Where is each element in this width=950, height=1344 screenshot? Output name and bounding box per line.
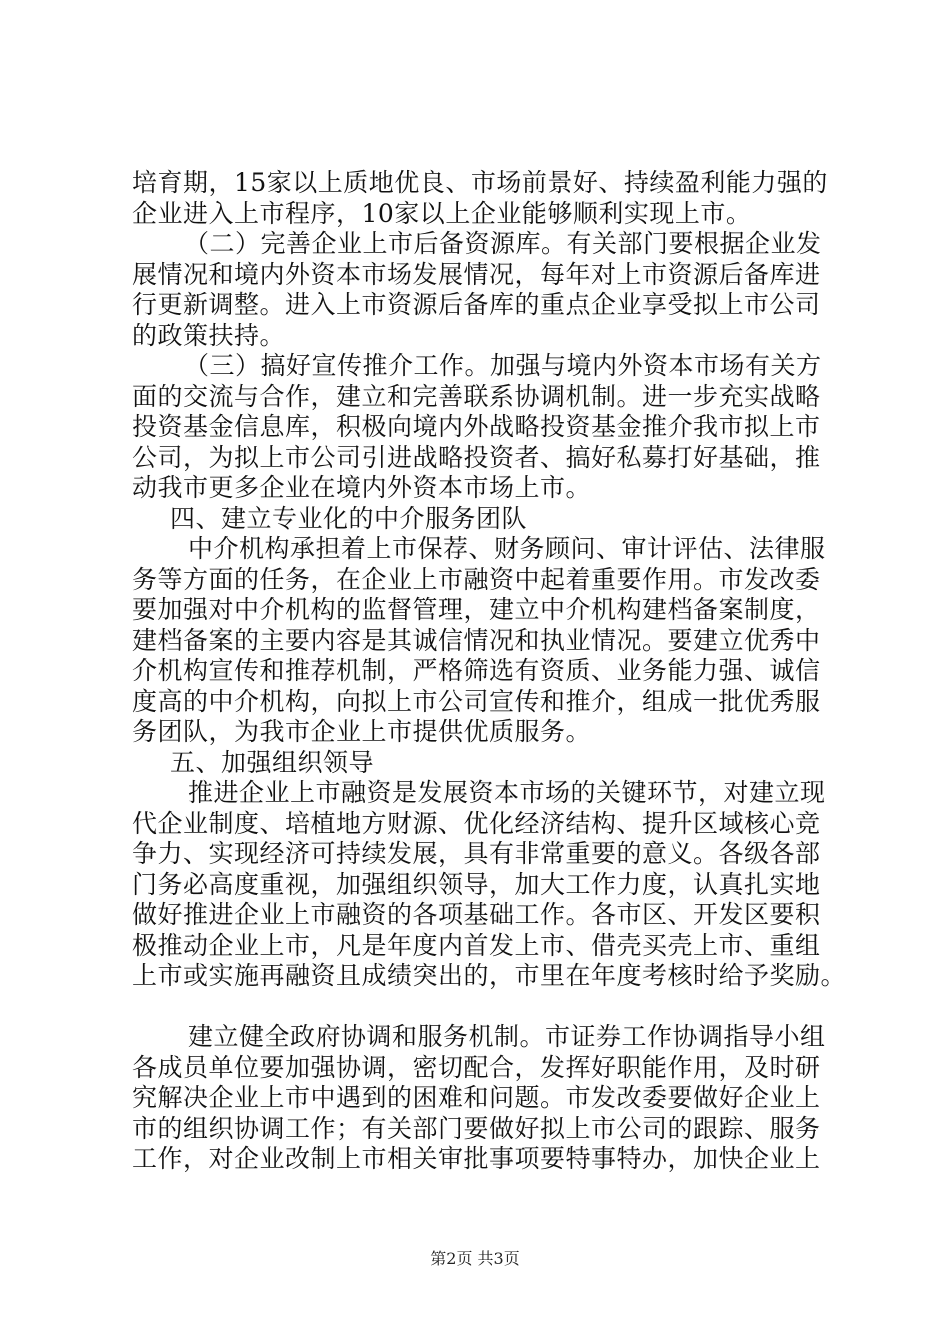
text-line: 面的交流与合作，建立和完善联系协调机制。进一步充实战略: [132, 381, 821, 411]
section-heading: 五、加强组织领导: [170, 747, 375, 777]
text-line: 动我市更多企业在境内外资本市场上市。: [132, 473, 592, 502]
text-line: 争力、实现经济可持续发展，具有非常重要的意义。各级各部: [132, 839, 821, 868]
text-line: 企业进入上市程序，10家以上企业能够顺利实现上市。: [132, 198, 752, 228]
text-line: 门务必高度重视，加强组织领导，加大工作力度，认真扎实地: [132, 869, 821, 899]
blank-line: [132, 992, 828, 1023]
paragraph-start: 中介机构承担着上市保荐、财务顾问、审计评估、法律服: [188, 534, 826, 563]
text-line: 培育期，15家以上质地优良、市场前景好、持续盈利能力强的: [132, 168, 828, 197]
text-line: 做好推进企业上市融资的各项基础工作。各市区、开发区要积: [132, 900, 821, 929]
text-line: 度高的中介机构，向拟上市公司宣传和推介，组成一批优秀服: [132, 686, 821, 716]
section-heading: 四、建立专业化的中介服务团队: [170, 503, 528, 533]
section-paragraph-start: （二）完善企业上市后备资源库。有关部门要根据企业发: [184, 229, 822, 258]
text-line: 务团队，为我市企业上市提供优质服务。: [132, 717, 592, 746]
paragraph-start: 建立健全政府协调和服务机制。市证券工作协调指导小组: [188, 1022, 826, 1051]
text-line: 要加强对中介机构的监督管理，建立中介机构建档备案制度，: [132, 595, 821, 624]
text-line: 公司，为拟上市公司引进战略投资者、搞好私募打好基础，推: [132, 442, 821, 472]
text-line: 行更新调整。进入上市资源后备库的重点企业享受拟上市公司: [132, 290, 821, 319]
document-body: [132, 168, 847, 1175]
text-line: 工作，对企业改制上市相关审批事项要特事特办，加快企业上: [132, 1144, 821, 1173]
text-line: 展情况和境内外资本市场发展情况，每年对上市资源后备库进: [132, 259, 821, 289]
text-line: 投资基金信息库，积极向境内外战略投资基金推介我市拟上市: [132, 412, 821, 441]
paragraph-start: 推进企业上市融资是发展资本市场的关键环节，对建立现: [188, 778, 826, 807]
text-line: 代企业制度、培植地方财源、优化经济结构、提升区域核心竞: [132, 808, 821, 838]
text-line: 各成员单位要加强协调，密切配合，发挥好职能作用，及时研: [132, 1052, 821, 1082]
text-line: 务等方面的任务，在企业上市融资中起着重要作用。市发改委: [132, 564, 821, 594]
section-paragraph-start: （三）搞好宣传推介工作。加强与境内外资本市场有关方: [184, 351, 822, 380]
text-line: 上市或实施再融资且成绩突出的，市里在年度考核时给予奖励。: [132, 961, 847, 990]
page-footer: 第2页 共3页: [430, 1249, 520, 1268]
text-line: 究解决企业上市中遇到的困难和问题。市发改委要做好企业上: [132, 1083, 821, 1112]
text-line: 极推动企业上市，凡是年度内首发上市、借壳买壳上市、重组: [132, 930, 821, 960]
text-line: 介机构宣传和推荐机制，严格筛选有资质、业务能力强、诚信: [132, 656, 821, 685]
text-line: 建档备案的主要内容是其诚信情况和执业情况。要建立优秀中: [132, 625, 821, 655]
text-line: 的政策扶持。: [132, 320, 286, 350]
text-line: 市的组织协调工作；有关部门要做好拟上市公司的跟踪、服务: [132, 1113, 821, 1143]
